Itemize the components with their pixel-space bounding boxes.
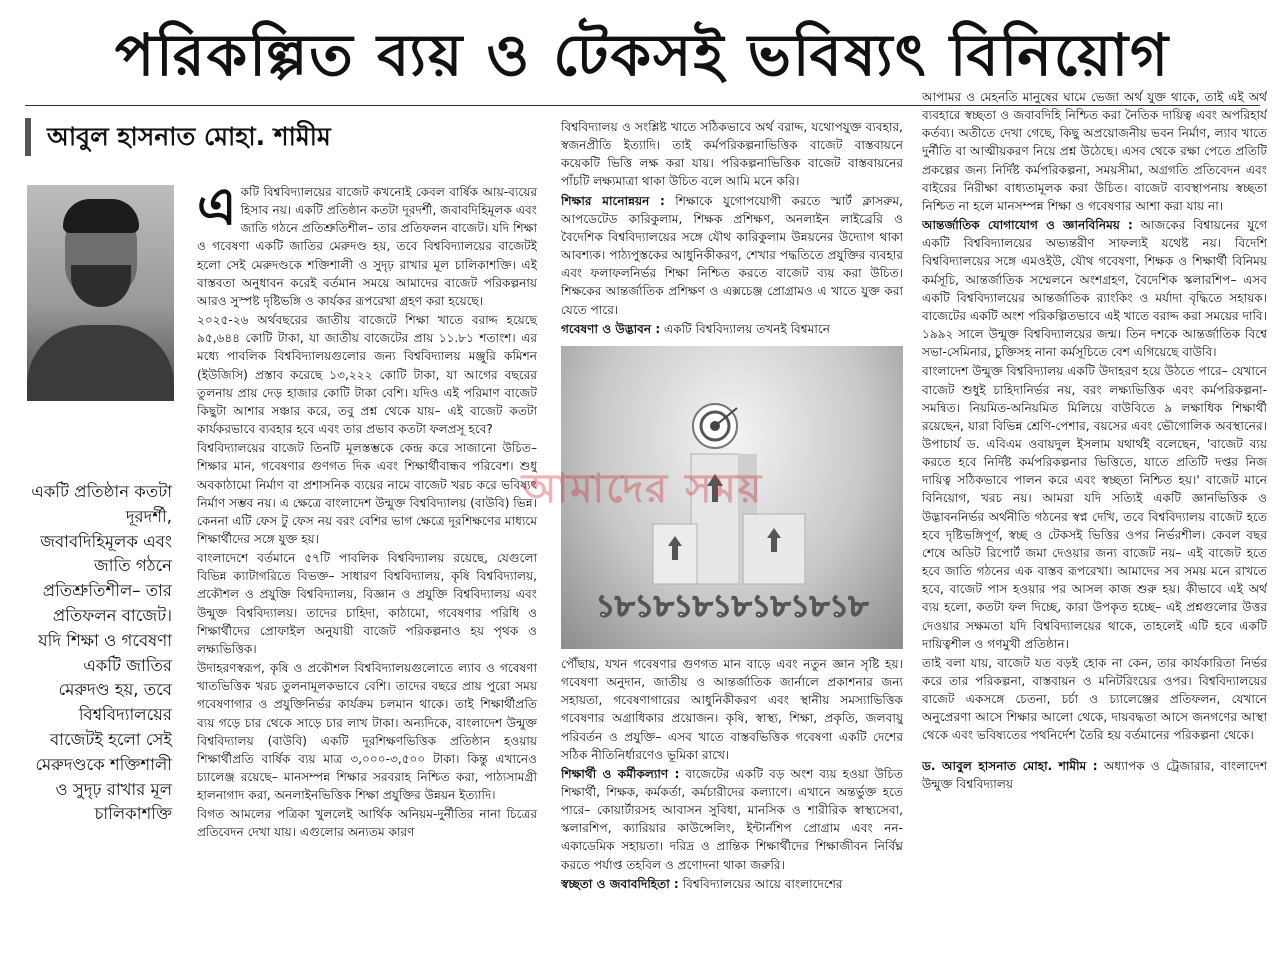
tall-block: [691, 454, 739, 584]
article-paragraph: বাংলাদেশ উন্মুক্ত বিশ্ববিদ্যালয় একটি উদাহরণ হয়ে উঠতে পারে– যেখানে বাজেট শুধুই চাহিদানির্ভর নয়, বরং লক্ষ্যভিত্তিক এবং কর্মপরিকল্পনা-সমন্বিত। নিয়মিত-অনিয়মিত মিলিয়ে বাউবিতে ৯ লক্ষাধিক শিক্ষার্থী রয়েছেন, যারা বিভিন্ন শ্রেণি-পেশার, বয়সের এবং ভৌগোলিক অবস্থানের। উপাচার্য ড. এবিএম ওবায়দুল ইসলাম যথার্থই বলেছেন, 'বাজেট ব্যয় করতে হবে নির্দিষ্ট কর্মপরিকল্পনার ভিত্তিতে, যাতে প্রতিটি দপ্তর নিজ দায়িত্ব সঠিকভাবে পালন করে এবং স্বচ্ছতা নিশ্চিত হয়।' বাজেট মানে বিনিয়োগ, খরচ নয়। আমরা যদি সত্যিই একটি জ্ঞানভিত্তিক ও উদ্ভাবননির্ভর অর্থনীতি গঠনের স্বপ্ন দেখি, তবে বিশ্ববিদ্যালয় বাজেট হতে হবে দৃষ্টিভঙ্গিপূর্ণ, স্বচ্ছ ও টেকসই ভিত্তির ওপর নির্ভরশীল। কেবল বছর শেষে অডিট রিপোর্ট জমা দেওয়ার জন্য বাজেট নয়– এই বাজেট হতে হবে জাতি গঠনের এক বাস্তব রূপরেখা। আমাদের সব সময় মনে রাখতে হবে, বাজেট পাস হওয়ার পর আসল কাজ শুরু হয়। কীভাবে এই অর্থ ব্যয় হলো, কতটা ফল দিচ্ছে, কারা উপকৃত হচ্ছে– এই প্রশ্নগুলোর উত্তর দেওয়ার সক্ষমতা যদি বিশ্ববিদ্যালয়ের থাকে, তাহলেই এটি হবে একটি দায়িত্বশীল ও গণমুখী প্রতিষ্ঠান।: [922, 364, 1267, 651]
article-paragraph: [561, 192, 903, 319]
paragraph-text: বিশ্ববিদ্যালয়ের আয়ে বাংলাদেশের: [682, 876, 843, 891]
photo-hair: [63, 199, 139, 233]
article-paragraph: [561, 875, 903, 893]
subheading: শিক্ষার্থী ও কর্মীকল্যাণ :: [561, 766, 680, 781]
signature-role: অধ্যাপক ও ট্রেজারার, বাংলাদেশ উন্মুক্ত বিশ্ববিদ্যালয়: [922, 758, 1267, 791]
subheading: আন্তর্জাতিক যোগাযোগ ও জ্ঞানবিনিময় :: [922, 218, 1133, 233]
photo-beard: [71, 265, 131, 307]
growth-bars-illustration: [561, 346, 903, 649]
author-photo: [27, 185, 174, 401]
subheading: স্বচ্ছতা ও জবাবদিহিতা :: [561, 876, 679, 891]
article-column-1: [197, 183, 537, 953]
drop-cap: এ: [197, 183, 237, 237]
paragraph-text: বাজেটের একটি বড় অংশ ব্যয় হওয়া উচিত শিক্ষার্থী, শিক্ষক, কর্মকর্তা, কর্মচারীদের কল্যাণে। এখানে অন্তর্ভুক্ত হতে পারে– কোয়ার্টারসহ আবাসন সুবিধা, মানসিক ও শারীরিক স্বাস্থ্যসেবা, স্কলারশিপ, ক্যারিয়ার কাউন্সেলিং, ইন্টার্নশিপ প্রোগ্রাম এবং নন-একাডেমিক সহায়তা। দরিদ্র ও প্রান্তিক শিক্ষার্থীদের শিক্ষাজীবন নির্বিঘ্ন করতে পর্যাপ্ত তহবিল ও প্রণোদনা থাকা জরুরি।: [561, 766, 903, 872]
article-paragraph: আপামর ও মেহনতি মানুষের ঘামে ভেজা অর্থ যুক্ত থাকে, তাই এই অর্থ ব্যবহারে স্বচ্ছতা ও জবাবদিহি নিশ্চিত করা নৈতিক দায়িত্ব এবং অপরিহার্য কর্তব্য। অতীতে দেখা গেছে, কিছু অপ্রয়োজনীয় ভবন নির্মাণ, ল্যাব খাতে দুর্নীতি বা আত্মীয়করণ নিয়ে প্রশ্ন উঠেছে। এসব থেকে রক্ষা পেতে প্রতিটি প্রকল্পের জন্য নির্দিষ্ট কর্মপরিকল্পনা, সময়সীমা, অগ্রগতি প্রতিবেদন এবং বাইরের নিরীক্ষা বাধ্যতামূলক করা উচিত। বাজেট ব্যবস্থাপনায় স্বচ্ছতা নিশ্চিত না হলে মানসম্পন্ন শিক্ষা ও গবেষণার আশা করা যায় না।: [922, 90, 1267, 213]
article-paragraph: ২০২৫-২৬ অর্থবছরের জাতীয় বাজেটে শিক্ষা খাতে বরাদ্দ হয়েছে ৯৫,৬৪৪ কোটি টাকা, যা জাতীয় বাজেটের প্রায় ১১.৮১ শতাংশ। এর মধ্যে পাবলিক বিশ্ববিদ্যালয়গুলোর জন্য বিশ্ববিদ্যালয় মঞ্জুরি কমিশন (ইউজিসি) প্রস্তাব করেছে ১৩,২২২ কোটি টাকা, যা আগের বছরের তুলনায় প্রায় দেড় হাজার কোটি টাকা বেশি। যদিও এই পরিমাণ বাজেট কিছুটা আশার সঞ্চার করে, তবু প্রশ্ন থেকে যায়– এই বাজেট কতটা কার্যকরভাবে ব্যবহার হবে এবং তার প্রভাব কতটা ফলপ্রসূ হবে?: [197, 313, 537, 437]
byline: আবুল হাসনাত মোহা. শামীম: [25, 118, 567, 156]
pull-quote: একটি প্রতিষ্ঠান কতটা দূরদর্শী, জবাবদিহিমূলক এবং জাতি গঠনে প্রতিশ্রুতিশীল– তার প্রতিফলন বাজেট। যদি শিক্ষা ও গবেষণা একটি জাতির মেরুদণ্ড হয়, তবে বিশ্ববিদ্যালয়ের বাজেটই হলো সেই মেরুদণ্ডকে শক্তিশালী ও সুদৃঢ় রাখার মূল চালিকাশক্তি: [31, 482, 172, 824]
article-paragraph: [561, 320, 903, 338]
signature-name: ড. আবুল হাসনাত মোহা. শামীম :: [922, 758, 1098, 773]
article-column-3: [922, 88, 1267, 968]
author-signature: [922, 757, 1267, 793]
article-paragraph: উদাহরণস্বরূপ, কৃষি ও প্রকৌশল বিশ্ববিদ্যালয়গুলোতে ল্যাব ও গবেষণা খাতভিত্তিক খরচ তুলনামূলকভাবে বেশি। তাদের বছরে প্রায় পুরো সময় গবেষণাগার ও প্রযুক্তিনির্ভর কার্যক্রম চলমান থাকে। তাই শিক্ষার্থীপ্রতি ব্যয় গড়ে চার থেকে সাড়ে চার লাখ টাকা। অন্যদিকে, বাংলাদেশ উন্মুক্ত বিশ্ববিদ্যালয় (বাউবি) একটি দূরশিক্ষণভিত্তিক প্রতিষ্ঠান হওয়ায় শিক্ষার্থীপ্রতি বার্ষিক ব্যয় মাত্র ৩,০০০-৩,৫০০ টাকা। কিন্তু এখানেও চ্যালেঞ্জ রয়েছে– মানসম্পন্ন শিক্ষার সরবরাহ নিশ্চিত করা, পাঠ্যসামগ্রী হালনাগাদ করা, অনলাইনভিত্তিক শিক্ষা প্রযুক্তির উন্নয়ন ইত্যাদি।: [197, 661, 537, 803]
article-paragraph: [561, 765, 903, 874]
paragraph-text: শিক্ষাকে যুগোপযোগী করতে স্মার্ট ক্লাসরুম, আপডেটেড কারিকুলাম, শিক্ষক প্রশিক্ষণ, অনলাইন লাইব্রেরি ও বৈদেশিক বিশ্ববিদ্যালয়ের সঙ্গে যৌথ কারিকুলাম উন্নয়নের উদ্যোগ থাকা আবশ্যক। পাঠ্যপুস্তকের আধুনিকীকরণ, শেখার পদ্ধতিতে প্রযুক্তির ব্যবহার এবং ফলাফলনির্ভর শিক্ষা নিশ্চিত করতে বাজেট ব্যয় করা উচিত। শিক্ষকের আন্তর্জাতিক প্রশিক্ষণ ও এক্সচেঞ্জ প্রোগ্রামও এ খাতে যুক্ত করা যেতে পারে।: [561, 193, 903, 317]
paragraph-text: আজকের বিশ্বায়নের যুগে একটি বিশ্ববিদ্যালয়ের অভ্যন্তরীণ সাফল্যই যথেষ্ট নয়। বিদেশি বিশ্ববিদ্যালয়ের সঙ্গে এমওইউ, যৌথ গবেষণা, শিক্ষক ও শিক্ষার্থী বিনিময় কর্মসূচি, আন্তর্জাতিক সম্মেলনে অংশগ্রহণ, বৈদেশিক স্কলারশিপ– এসব একটি বিশ্ববিদ্যালয়ের আন্তর্জাতিক র‍্যাংকিং ও মর্যাদা বৃদ্ধিতে সহায়ক। বাজেটের একটি অংশ পরিকল্পিতভাবে এই খাতে বরাদ্দ করা সময়ের দাবি। ১৯৯২ সালে উন্মুক্ত বিশ্ববিদ্যালয়ের জন্ম। তিন দশকে আন্তর্জাতিক বিশ্বে সভা-সেমিনার, চুক্তিসহ নানা কর্মসূচিতে বেশ এগিয়েছে বাউবি।: [922, 218, 1267, 360]
illustration-caption: ১৮১৮১৮১৮১৮১৮১৮: [595, 588, 869, 624]
article-paragraph: [197, 183, 537, 310]
article-paragraph: বিশ্ববিদ্যালয় ও সংশ্লিষ্ট খাতে সঠিকভাবে অর্থ বরাদ্দ, যথোপযুক্ত ব্যবহার, স্বজনপ্রীতি ইত্যাদি। তাই কর্মপরিকল্পনাভিত্তিক বাজেট বাস্তবায়নে কয়েকটি ভিত্তি লক্ষ করা যায়। পরিকল্পনাভিত্তিক বাজেট বাস্তবায়নের পাঁচটি লক্ষ্যমাত্রা থাকা উচিত বলে আমি মনে করি।: [561, 120, 903, 189]
subheading: গবেষণা ও উদ্ভাবন :: [561, 321, 661, 336]
article-illustration: [561, 346, 903, 649]
watermark-logo: আমাদের সময়: [521, 466, 764, 512]
paragraph-text: কটি বিশ্ববিদ্যালয়ের বাজেট কখনোই কেবল বার্ষিক আয়-ব্যয়ের হিসাব নয়। একটি প্রতিষ্ঠান কতটা দূরদর্শী, জবাবদিহিমূলক এবং জাতি গঠনে প্রতিশ্রুতিশীল– তার প্রতিফলন বাজেট। যদি শিক্ষা ও গবেষণা একটি জাতির মেরুদণ্ড হয়, তবে বিশ্ববিদ্যালয়ের বাজেটই হলো সেই মেরুদণ্ডকে শক্তিশালী ও সুদৃঢ় রাখার মূল চালিকাশক্তি। এই বাস্তবতা অনুধাবন করেই বর্তমান সময়ে আমাদের বাজেট পরিকল্পনায় আরও সুস্পষ্ট দৃষ্টিভঙ্গি ও কার্যকর রূপরেখা গ্রহণ করা হয়েছে।: [197, 185, 537, 308]
article-paragraph: পৌঁছায়, যখন গবেষণার গুণগত মান বাড়ে এবং নতুন জ্ঞান সৃষ্টি হয়। গবেষণা অনুদান, জাতীয় ও আন্তর্জাতিক জার্নালে প্রকাশনার জন্য সহায়তা, গবেষণাগারের আধুনিকীকরণ এবং স্থানীয় সমস্যাভিত্তিক গবেষণার অগ্রাধিকার প্রয়োজন। কৃষি, স্বাস্থ্য, শিক্ষা, প্রকৃতি, জলবায়ু পরিবর্তন ও প্রযুক্তি– এসব খাতে বাস্তবভিত্তিক গবেষণা একটি দেশের সঠিক নীতিনির্ধারণেও ভূমিকা রাখে।: [561, 656, 903, 762]
article-paragraph: বাংলাদেশে বর্তমানে ৫৭টি পাবলিক বিশ্ববিদ্যালয় রয়েছে, যেগুলো বিভিন্ন ক্যাটাগরিতে বিভক্ত– সাধারণ বিশ্ববিদ্যালয়, কৃষি বিশ্ববিদ্যালয়, প্রকৌশল ও প্রযুক্তি বিশ্ববিদ্যালয়, বিজ্ঞান ও প্রযুক্তি বিশ্ববিদ্যালয় এবং উন্মুক্ত বিশ্ববিদ্যালয়। তাদের চাহিদা, কাঠামো, গবেষণার পরিধি ও শিক্ষার্থীদের প্রোফাইল অনুযায়ী বাজেট পরিকল্পনাও হয় পৃথক ও লক্ষ্যভিত্তিক।: [197, 551, 537, 656]
headline: পরিকল্পিত ব্যয় ও টেকসই ভবিষ্যৎ বিনিয়োগ: [114, 21, 1171, 89]
article-paragraph: তাই বলা যায়, বাজেট যত বড়ই হোক না কেন, তার কার্যকারিতা নির্ভর করে তার পরিকল্পনা, বাস্তবায়ন ও মনিটরিংয়ের ওপর। বিশ্ববিদ্যালয়ের বাজেট একসঙ্গে চেতনা, চর্চা ও চ্যালেঞ্জের প্রতিফলন, যেখানে অনুপ্রেরণা আসে শিক্ষার আলো থেকে, দায়বদ্ধতা আসে জনগণের আস্থা থেকে এবং ভবিষ্যতের পথনির্দেশ তৈরি হয় বর্তমানের পরিকল্পনা থেকে।: [922, 655, 1267, 743]
paragraph-text: একটি বিশ্ববিদ্যালয় তখনই বিশ্বমানে: [664, 321, 830, 336]
photo-shoulders: [27, 325, 174, 401]
article-paragraph: বিগত আমলের পত্রিকা খুললেই আর্থিক অনিয়ম-দুর্নীতির নানা চিত্রের প্রতিবেদন দেখা যায়। এগুলোর অন্যতম কারণ: [197, 807, 537, 840]
article-column-2: [561, 118, 903, 963]
article-paragraph: [922, 216, 1267, 361]
article-paragraph: বিশ্ববিদ্যালয়ের বাজেট তিনটি মূলস্তম্ভকে কেন্দ্র করে সাজানো উচিত– শিক্ষার মান, গবেষণার গুণগত দিক এবং শিক্ষার্থীবান্ধব পরিবেশ। শুধু অবকাঠামো নির্মাণ বা প্রশাসনিক ব্যয়ের নামে বাজেট খরচ করে ভবিষ্যৎ নির্মাণ সম্ভব নয়। এ ক্ষেত্রে বাংলাদেশ উন্মুক্ত বিশ্ববিদ্যালয় (বাউবি) ভিন্ন। কেননা এটি ফেস টু ফেস নয় বরং বেশির ভাগ ক্ষেত্রে দূরশিক্ষণের মাধ্যমে শিক্ষার্থীদের সঙ্গে যুক্ত হয়।: [197, 441, 537, 546]
subheading: শিক্ষার মানোন্নয়ন :: [561, 193, 665, 208]
